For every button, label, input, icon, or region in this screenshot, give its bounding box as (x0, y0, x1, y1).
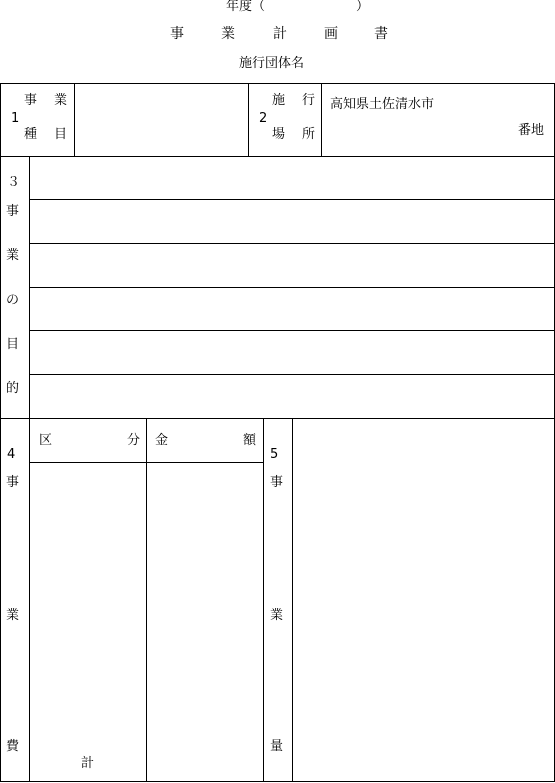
location-prefix: 高知県土佐清水市 (330, 97, 435, 112)
label-char: 場 (272, 127, 286, 142)
label-char: 行 (302, 93, 316, 108)
divider (29, 199, 555, 200)
divider (29, 418, 30, 782)
section-number: 1 (11, 111, 20, 126)
title-char: 計 (273, 26, 287, 42)
purpose-line[interactable] (31, 332, 553, 373)
title-char: 業 (221, 26, 235, 42)
label-char: 業 (54, 93, 68, 108)
org-name-label: 施行団体名 (239, 56, 305, 71)
divider (0, 156, 555, 157)
column-header-category: 区 (39, 433, 53, 448)
label-char: 施 (272, 93, 286, 108)
total-label: 計 (81, 756, 95, 771)
label-char: 業 (6, 248, 20, 263)
divider (248, 83, 249, 156)
column-header-amount: 額 (243, 433, 257, 448)
divider (263, 418, 264, 782)
label-char: 事 (270, 475, 284, 490)
category-column[interactable] (31, 464, 145, 744)
location-suffix: 番地 (518, 123, 545, 138)
divider (29, 374, 555, 375)
purpose-line[interactable] (31, 245, 553, 286)
divider (29, 330, 555, 331)
purpose-line[interactable] (31, 201, 553, 242)
divider (74, 83, 75, 156)
purpose-line[interactable] (31, 158, 553, 198)
section-number: 5 (270, 447, 279, 462)
label-char: 所 (302, 127, 316, 142)
section-number: ３ (7, 175, 21, 190)
purpose-line[interactable] (31, 289, 553, 329)
label-char: 目 (54, 127, 68, 142)
label-char: 費 (6, 739, 20, 754)
label-char: 事 (24, 93, 38, 108)
column-header-category: 分 (127, 433, 141, 448)
year-line: 年度（ ） (226, 0, 370, 14)
quantity-field[interactable] (294, 420, 553, 780)
border-top (0, 83, 555, 84)
title-char: 書 (374, 26, 388, 42)
title-char: 画 (324, 26, 338, 42)
border-left (0, 83, 1, 782)
business-type-field[interactable] (76, 85, 246, 154)
divider (0, 418, 555, 419)
divider (29, 243, 555, 244)
label-char: の (6, 293, 20, 308)
divider (29, 287, 555, 288)
label-char: 目 (6, 337, 20, 352)
divider (146, 418, 147, 782)
divider (29, 462, 264, 463)
divider (292, 418, 293, 782)
label-char: 種 (24, 127, 38, 142)
label-char: 量 (270, 739, 284, 754)
column-header-amount: 金 (155, 433, 169, 448)
section-number: 4 (7, 447, 16, 462)
divider (321, 83, 322, 156)
label-char: 事 (6, 475, 20, 490)
purpose-line[interactable] (31, 376, 553, 417)
label-char: 業 (270, 608, 284, 623)
amount-column[interactable] (148, 464, 262, 780)
label-char: 事 (6, 204, 20, 219)
border-bottom (0, 781, 555, 782)
label-char: 業 (6, 608, 20, 623)
label-char: 的 (6, 381, 20, 396)
title-char: 事 (170, 26, 184, 42)
section-number: 2 (259, 111, 268, 126)
